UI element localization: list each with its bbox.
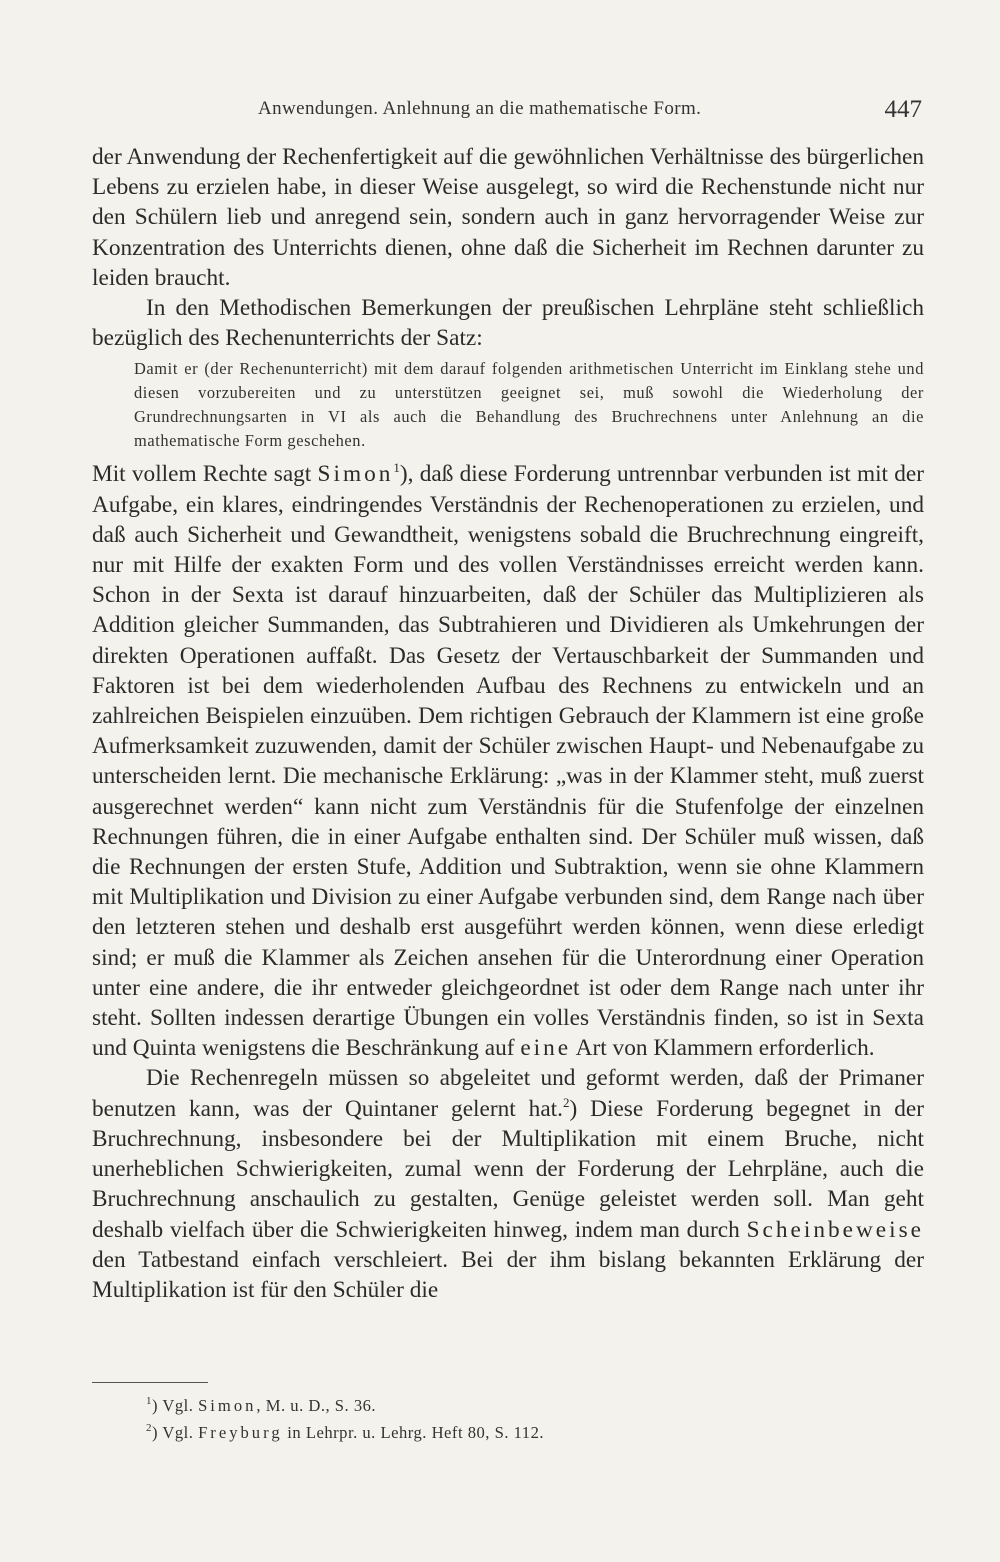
- paragraph-2: In den Methodischen Bemerkungen der preußischen Lehrpläne steht schließlich bezüglich des Rechenunterrichts der Satz:: [92, 295, 924, 352]
- footnote-divider: [92, 1382, 208, 1383]
- footnote-ref-2[interactable]: 2: [562, 1094, 570, 1110]
- footnote-ref-1[interactable]: 1: [393, 460, 400, 476]
- footnote-2-post: in Lehrpr. u. Lehrg. Heft 80, S. 112.: [287, 1423, 545, 1442]
- paragraph-3-text-b: ), daß diese Forderung untrennbar verbunden ist mit der Aufgabe, ein klares, eindringendes Verständnis der Rechenoperationen zu erzielen, und daß auch Sicherheit und Gewandtheit, wenigstens sobald die Bruchrechnung eingreift, nur mit Hilfe der exakten Form und des vollen Verständnisses erreicht werden kann. Schon in der Sexta ist darauf hinzuarbeiten, daß der Schüler das Multiplizieren als Addition gleicher Summanden, das Subtrahieren und Dividieren als Umkehrungen der direkten Operationen auffaßt. Das Gesetz der Vertauschbarkeit der Summanden und Faktoren ist bei dem wiederholenden Aufbau des Rechnens zu entwickeln und an zahlreichen Beispielen einzuüben. Dem richtigen Gebrauch der Klammern ist eine große Aufmerksamkeit zuzuwenden, damit der Schüler zwischen Haupt- und Nebenaufgabe zu unterscheiden lernt. Die mechanische Erklärung: „was in der Klammer steht, muß zuerst ausgerechnet werden“ kann nicht zum Verständnis für die Stufenfolge der einzelnen Rechnungen führen, die in einer Aufgabe enthalten sind. Der Schüler muß wissen, daß die Rechnungen der ersten Stufe, Addition und Subtraktion, wenn sie ohne Klammern mit Multiplikation und Division zu einer Aufgabe verbunden sind, dem Range nach über den letzteren stehen und deshalb erst ausgeführt werden können, wenn diese erledigt sind; er muß die Klammer als Zeichen ansehen für die Unterordnung einer Operation unter eine andere, die ihr entweder gleichgeordnet ist oder dem Range nach unter ihr steht. Sollten indessen derartige Übungen ein volles Verständnis finden, so ist in Sexta und Quinta wenigstens die Beschränkung auf: [92, 461, 925, 1062]
- paragraph-3: [92, 459, 924, 1063]
- body-text: [92, 142, 924, 1305]
- paragraph-4-text-c: den Tatbestand einfach verschleiert. Bei der ihm bislang bekannten Erklärung der Multiplikation ist für den Schüler die: [92, 1246, 924, 1303]
- author-name-simon: Simon: [317, 461, 394, 488]
- paragraph-3-text-a: Mit vollem Rechte sagt: [92, 461, 312, 488]
- footnotes: [146, 1392, 544, 1446]
- page-number: 447: [884, 96, 922, 123]
- block-quote: Damit er (der Rechenunterricht) mit dem darauf folgenden arithmetischen Unterricht im Einklang stehe und diesen vorzubereiten und zu unterstützen geeignet sei, muß sowohl die Wiederholung der Grundrechnungsarten in VI als auch die Behandlung des Bruchrechnens unter Anlehnung an die mathematische Form geschehen.: [134, 359, 924, 451]
- footnote-1-post: , M. u. D., S. 36.: [256, 1396, 377, 1415]
- footnote-2-name: Freyburg: [198, 1423, 283, 1442]
- footnote-1-pre: ) Vgl.: [152, 1396, 194, 1415]
- paragraph-4-text-b: ) Diese Forderung begegnet in der Bruchrechnung, insbesondere bei der Multiplikation mit einem Bruche, nicht unerheblichen Schwierigkeiten, zumal wenn der Forderung der Lehrpläne, auch die Bruchrechnung anschaulich zu gestalten, Genüge geleistet werden soll. Man geht deshalb vielfach über die Schwierigkeiten hinweg, indem man durch: [92, 1095, 924, 1243]
- footnote-1-name: Simon: [198, 1396, 257, 1415]
- footnote-1: [146, 1392, 544, 1419]
- paragraph-3-text-c: Art von Klammern erforderlich.: [575, 1035, 875, 1062]
- header-title: Anwendungen. Anlehnung an die mathematische Form.: [258, 98, 702, 119]
- footnote-2: [146, 1419, 544, 1446]
- emphasis-eine: eine: [520, 1035, 572, 1062]
- running-header: [258, 98, 922, 132]
- footnote-1-mark: 1: [146, 1395, 152, 1407]
- paragraph-4-text-a: Die Rechenregeln müssen so abgeleitet und geformt werden, daß der Primaner benutzen kann, was der Quintaner gelernt hat.: [92, 1065, 924, 1122]
- footnote-2-mark: 2: [146, 1422, 152, 1434]
- paragraph-4: [92, 1063, 924, 1305]
- paragraph-1: der Anwendung der Rechenfertigkeit auf die gewöhnlichen Verhältnisse des bürgerlichen Lebens zu erzielen habe, in dieser Weise ausgelegt, so wird die Rechenstunde nicht nur den Schülern lieb und anregend sein, sondern auch in ganz hervorragender Weise zur Konzentration des Unterrichts dienen, ohne daß die Sicherheit im Rechnen darunter zu leiden braucht.: [92, 144, 924, 291]
- emphasis-scheinbeweise: Scheinbeweise: [746, 1216, 925, 1243]
- footnote-2-pre: ) Vgl.: [152, 1423, 194, 1442]
